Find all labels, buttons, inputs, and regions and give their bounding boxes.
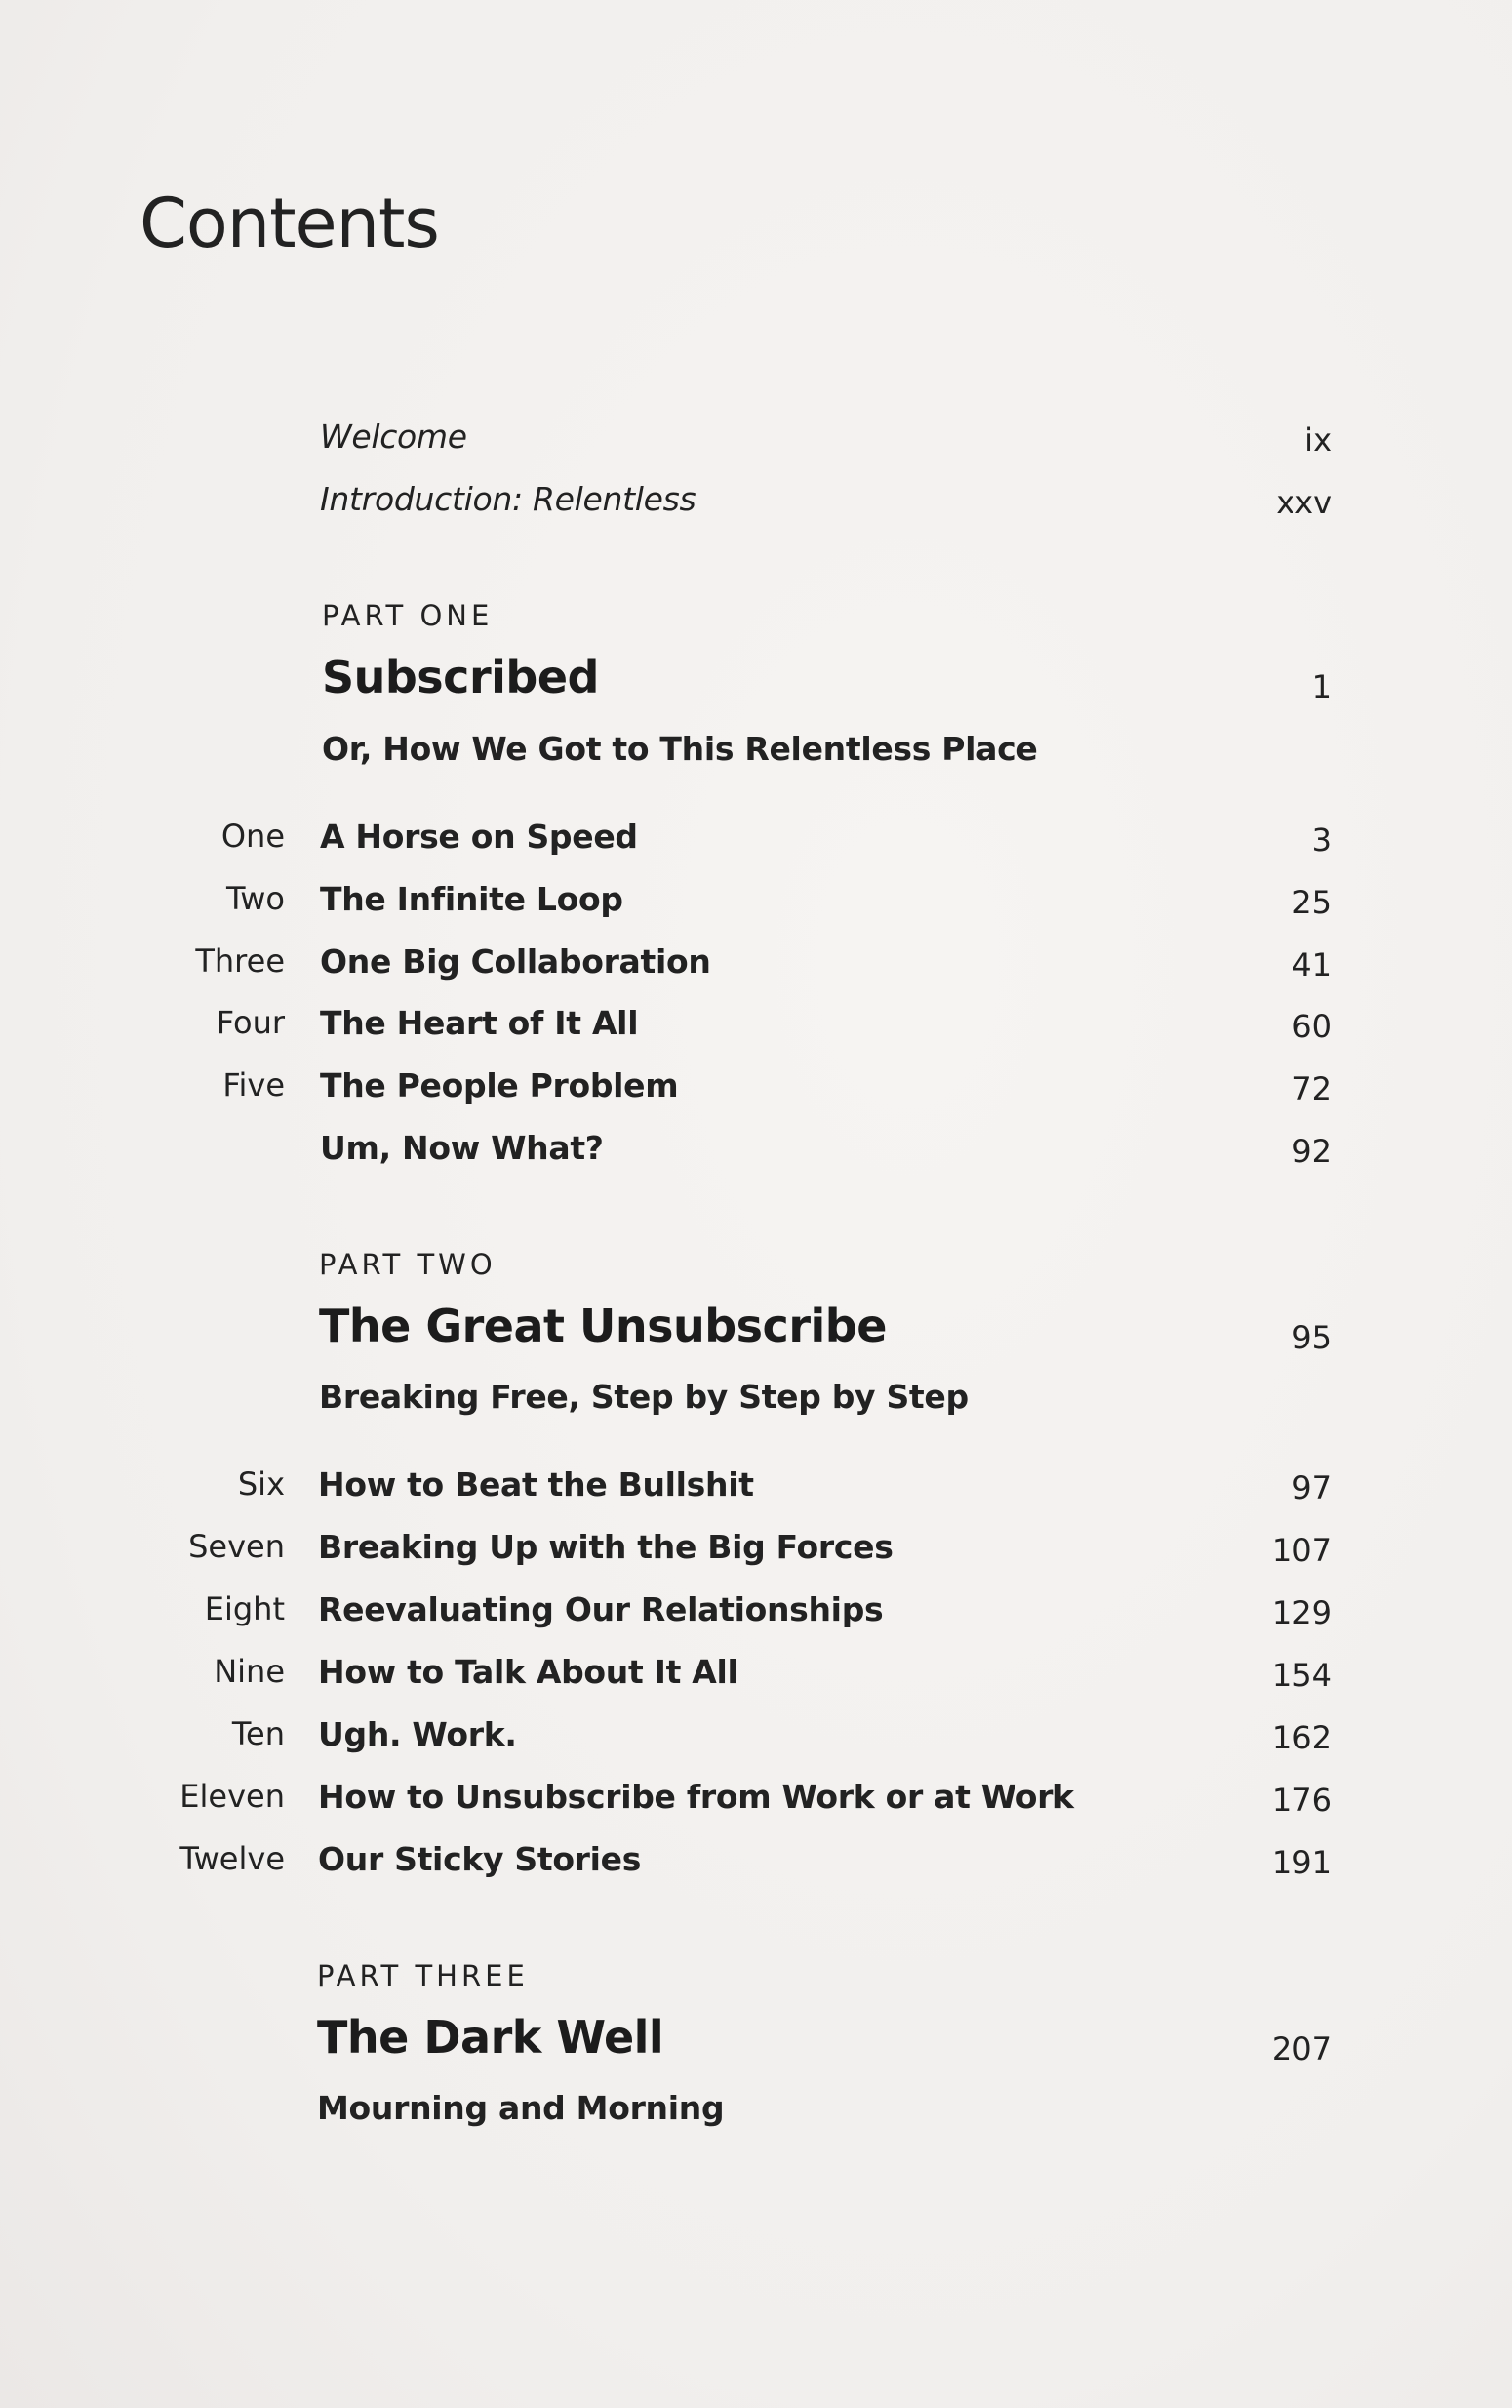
chapter-number: Eight	[204, 1590, 285, 1627]
toc-entry-chapter	[0, 1840, 1512, 1889]
toc-entry-chapter	[0, 1528, 1512, 1577]
chapter-page-number: 97	[1292, 1469, 1332, 1506]
toc-entry-chapter	[0, 1465, 1512, 1514]
chapter-page-number: 92	[1292, 1133, 1332, 1170]
chapter-number: Four	[216, 1004, 285, 1041]
toc-entry-chapter	[0, 1715, 1512, 1764]
part-two-subtitle: Breaking Free, Step by Step by Step	[319, 1378, 969, 1416]
toc-entry-chapter	[0, 1590, 1512, 1639]
part-three-subtitle: Mourning and Morning	[317, 2089, 725, 2127]
chapter-page-number: 129	[1271, 1594, 1332, 1631]
chapter-title: Um, Now What?	[320, 1129, 604, 1167]
part-one-title: Subscribed	[322, 651, 599, 703]
chapter-title: How to Beat the Bullshit	[318, 1465, 754, 1504]
toc-entry-chapter	[0, 880, 1512, 929]
chapter-number: One	[220, 818, 285, 855]
chapter-title: Our Sticky Stories	[318, 1840, 642, 1878]
chapter-number: Three	[195, 943, 285, 980]
chapter-title: Breaking Up with the Big Forces	[318, 1528, 894, 1566]
chapter-number: Seven	[188, 1528, 285, 1565]
chapter-page-number: 176	[1271, 1782, 1332, 1819]
chapter-number: Eleven	[179, 1778, 285, 1815]
chapter-page-number: 162	[1271, 1719, 1332, 1756]
toc-entry-chapter	[0, 1004, 1512, 1053]
chapter-title: The Infinite Loop	[320, 880, 623, 918]
toc-entry-introduction	[0, 480, 1512, 529]
chapter-title: How to Unsubscribe from Work or at Work	[318, 1778, 1074, 1816]
chapter-title: A Horse on Speed	[320, 818, 638, 856]
chapter-page-number: 191	[1271, 1844, 1332, 1881]
entry-title: Welcome	[320, 418, 467, 456]
part-one-page-number: 1	[1311, 668, 1332, 705]
chapter-page-number: 154	[1271, 1657, 1332, 1694]
chapter-page-number: 25	[1292, 884, 1332, 921]
chapter-title: Reevaluating Our Relationships	[318, 1590, 884, 1628]
chapter-page-number: 41	[1292, 946, 1332, 983]
part-one-subtitle: Or, How We Got to This Relentless Place	[322, 730, 1038, 768]
chapter-number: Nine	[214, 1653, 285, 1690]
chapter-number: Twelve	[179, 1840, 285, 1877]
part-two-page-number: 95	[1292, 1319, 1332, 1356]
chapter-title: The Heart of It All	[320, 1004, 639, 1042]
chapter-number: Five	[222, 1066, 285, 1104]
entry-title: Introduction: Relentless	[320, 480, 696, 518]
chapter-title: One Big Collaboration	[320, 943, 711, 981]
toc-entry-chapter	[0, 1778, 1512, 1826]
entry-page-number: ix	[1304, 421, 1332, 459]
part-two-label: PART TWO	[319, 1248, 497, 1281]
toc-entry-welcome	[0, 418, 1512, 466]
part-three-page-number: 207	[1271, 2030, 1332, 2067]
part-two-title: The Great Unsubscribe	[319, 1300, 887, 1352]
chapter-page-number: 3	[1311, 822, 1332, 859]
toc-entry-chapter	[0, 1129, 1512, 1178]
part-one-label: PART ONE	[322, 599, 494, 632]
chapter-page-number: 107	[1271, 1532, 1332, 1569]
toc-entry-chapter	[0, 1066, 1512, 1115]
chapter-number: Two	[226, 880, 285, 917]
part-three-label: PART THREE	[317, 1959, 529, 1992]
chapter-title: Ugh. Work.	[318, 1715, 517, 1753]
toc-entry-chapter	[0, 943, 1512, 991]
entry-page-number: xxv	[1276, 484, 1332, 521]
chapter-title: How to Talk About It All	[318, 1653, 738, 1691]
toc-entry-chapter	[0, 1653, 1512, 1702]
contents-heading: Contents	[139, 183, 439, 263]
chapter-number: Ten	[231, 1715, 285, 1752]
toc-entry-chapter	[0, 818, 1512, 866]
chapter-number: Six	[237, 1465, 285, 1503]
chapter-title: The People Problem	[320, 1066, 679, 1104]
part-three-title: The Dark Well	[317, 2011, 664, 2064]
chapter-page-number: 72	[1292, 1070, 1332, 1107]
chapter-page-number: 60	[1292, 1008, 1332, 1045]
